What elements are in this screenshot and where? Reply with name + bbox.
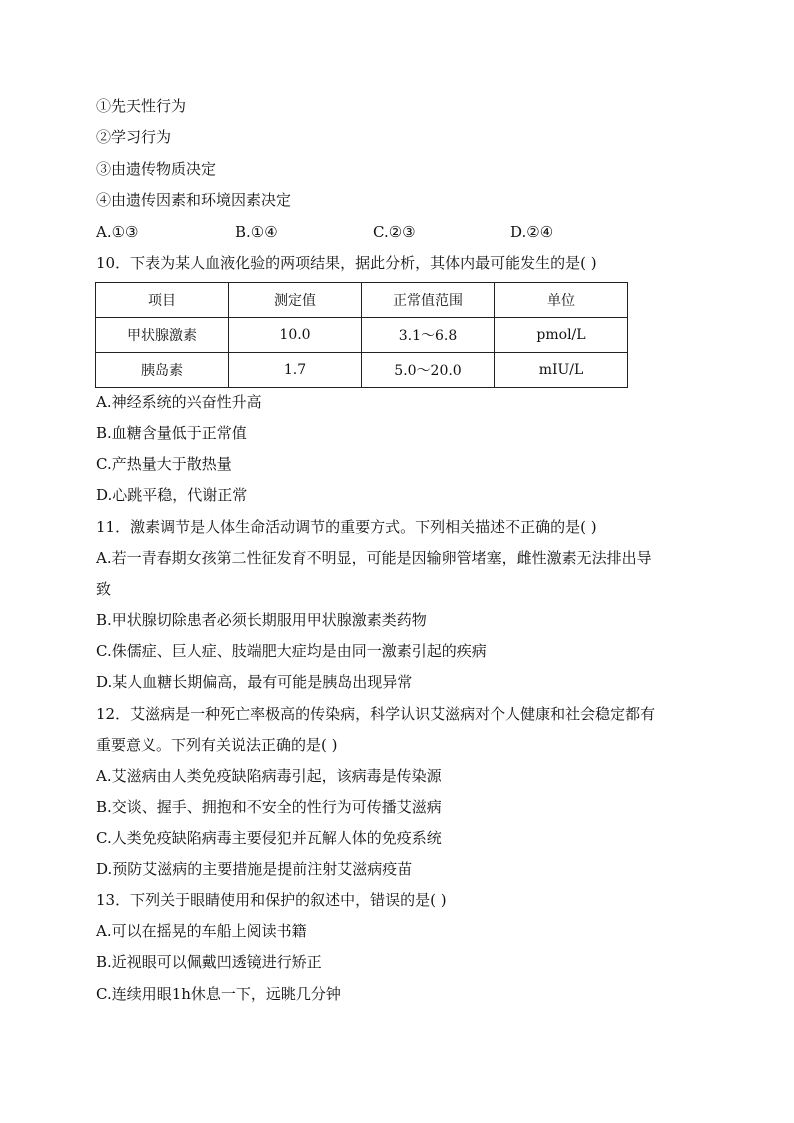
table-row [96, 318, 628, 353]
q10-option-d: D.心跳平稳，代谢正常 [96, 486, 248, 504]
q10-stem: 10．下表为某人血液化验的两项结果，据此分析，其体内最可能发生的是( ) [96, 254, 597, 272]
q11-option-d: D.某人血糖长期偏高，最有可能是胰岛出现异常 [96, 673, 413, 691]
q12-option-b: B.交谈、握手、拥抱和不安全的性行为可传播艾滋病 [96, 798, 442, 816]
q9-option-c: C.②③ [373, 223, 416, 241]
q9-statement-3: ③由遗传物质决定 [96, 160, 217, 178]
q11-stem: 11．激素调节是人体生命活动调节的重要方式。下列相关描述不正确的是( ) [96, 518, 597, 536]
q11-option-a-line1: A.若一青春期女孩第二性征发育不明显，可能是因输卵管堵塞，雌性激素无法排出导 [96, 549, 652, 567]
q9-options [96, 222, 696, 242]
table-cell: 胰岛素 [96, 353, 229, 388]
q9-statement-4: ④由遗传因素和环境因素决定 [96, 191, 292, 209]
table-row [96, 353, 628, 388]
q10-option-a: A.神经系统的兴奋性升高 [96, 393, 262, 411]
q9-statement-2: ②学习行为 [96, 128, 172, 146]
table-cell: 10.0 [229, 318, 362, 353]
q11-option-c: C.侏儒症、巨人症、肢端肥大症均是由同一激素引起的疾病 [96, 642, 487, 660]
q13-stem: 13．下列关于眼睛使用和保护的叙述中，错误的是( ) [96, 891, 447, 909]
q12-stem-line2: 重要意义。下列有关说法正确的是( ) [96, 736, 338, 754]
table-cell: 甲状腺激素 [96, 318, 229, 353]
q9-option-d: D.②④ [510, 223, 554, 241]
q9-option-a: A.①③ [96, 223, 139, 241]
table-cell: 1.7 [229, 353, 362, 388]
header-unit: 单位 [495, 283, 628, 318]
header-normal-range: 正常值范围 [362, 283, 495, 318]
q12-option-d: D.预防艾滋病的主要措施是提前注射艾滋病疫苗 [96, 860, 413, 878]
q11-option-b: B.甲状腺切除患者必须长期服用甲状腺激素类药物 [96, 611, 427, 629]
q11-option-a-line2: 致 [96, 580, 112, 598]
table-cell: pmol/L [495, 318, 628, 353]
header-item: 项目 [96, 283, 229, 318]
q13-option-a: A.可以在摇晃的车船上阅读书籍 [96, 922, 307, 940]
table-header-row [96, 283, 628, 318]
q12-option-a: A.艾滋病由人类免疫缺陷病毒引起，该病毒是传染源 [96, 767, 442, 785]
table-cell: mIU/L [495, 353, 628, 388]
q10-option-b: B.血糖含量低于正常值 [96, 424, 247, 442]
q13-option-c: C.连续用眼1h休息一下，远眺几分钟 [96, 985, 341, 1003]
table-cell: 3.1～6.8 [362, 318, 495, 353]
q12-stem-line1: 12．艾滋病是一种死亡率极高的传染病，科学认识艾滋病对个人健康和社会稳定都有 [96, 705, 656, 723]
header-measured-value: 测定值 [229, 283, 362, 318]
q9-statement-1: ①先天性行为 [96, 97, 187, 115]
q9-option-b: B.①④ [235, 223, 278, 241]
table-cell: 5.0～20.0 [362, 353, 495, 388]
q13-option-b: B.近视眼可以佩戴凹透镜进行矫正 [96, 953, 322, 971]
lab-results-table [95, 282, 628, 388]
q12-option-c: C.人类免疫缺陷病毒主要侵犯并瓦解人体的免疫系统 [96, 829, 442, 847]
q10-option-c: C.产热量大于散热量 [96, 455, 232, 473]
